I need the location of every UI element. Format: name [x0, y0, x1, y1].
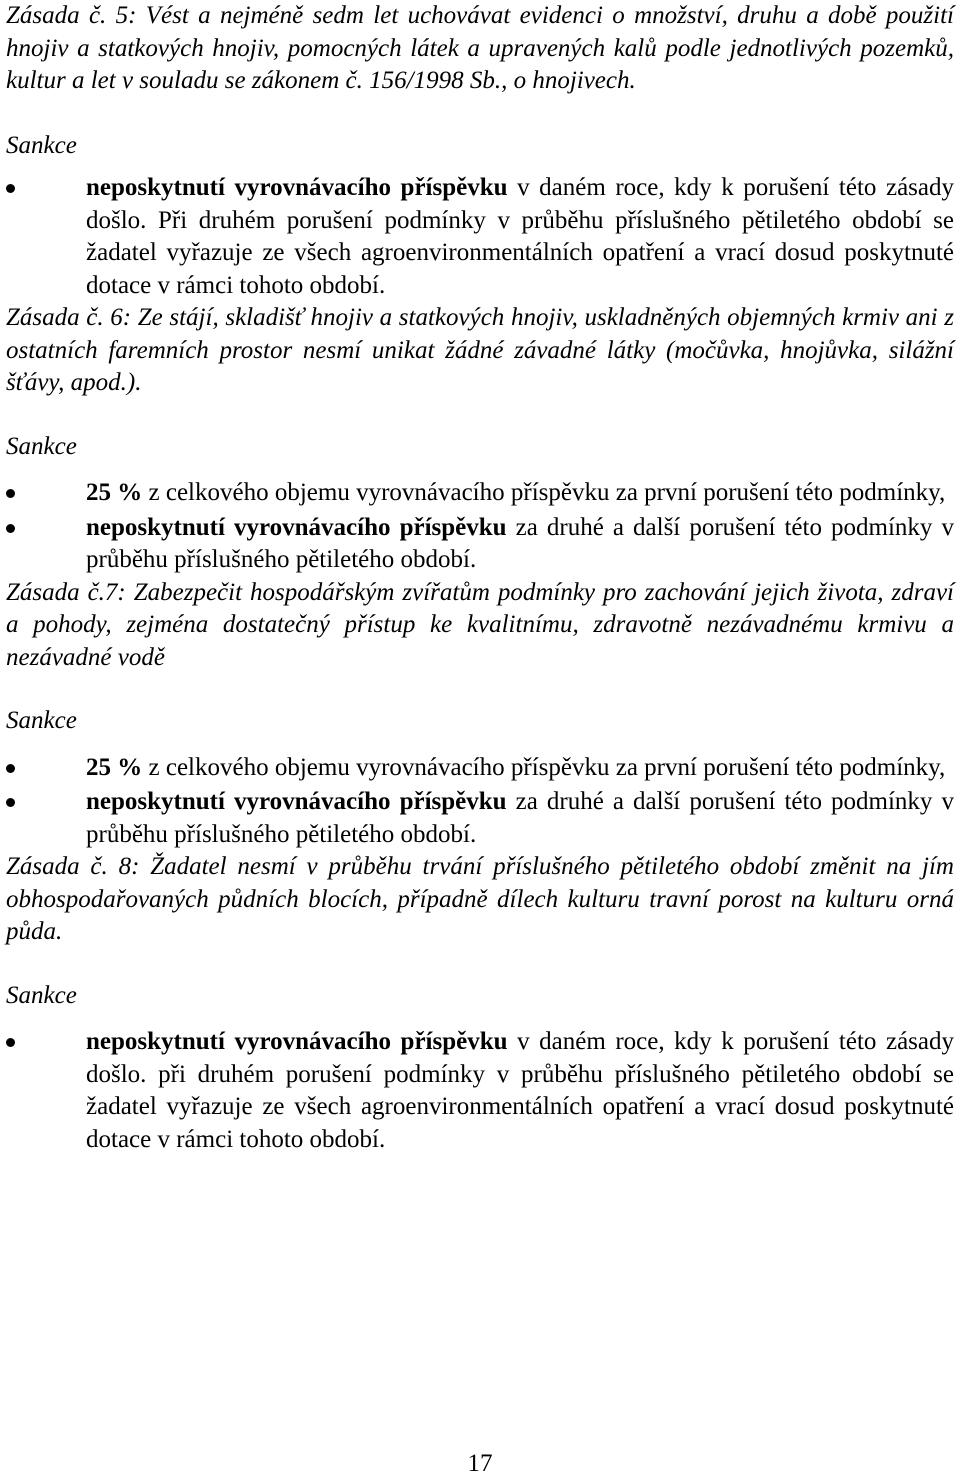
sankce-list-7 — [6, 752, 954, 852]
bullet-icon — [6, 1038, 15, 1047]
zasada-7-text: Zásada č.7: Zabezpečit hospodářským zvířatům podmínky pro zachování jejich života, zdraví a pohody, zejména dostatečný přístup ke kvalitnímu, zdravotně nezávadnému krmivu a nezávadné vodě — [6, 578, 954, 671]
page-number: 17 — [467, 1450, 493, 1477]
sankce-7-item-1 — [86, 752, 954, 785]
bullet-icon — [6, 184, 15, 193]
sankce-heading-6: Sankce — [6, 432, 77, 460]
zasada-6-text: Zásada č. 6: Ze stájí, skladišť hnojiv a statkových hnojiv, uskladněných objemných krmiv ani z ostatních faremních prostor nesmí unikat žádné závadné látky (močůvka, hnojůvka, silážní šťávy, apod.). — [6, 304, 954, 396]
bullet-icon — [6, 798, 15, 807]
sankce-list-5 — [6, 172, 954, 302]
sankce-6-item-1 — [86, 477, 954, 510]
sankce-heading-5: Sankce — [6, 131, 77, 159]
sankce-6-item-2-bold: neposkytnutí vyrovnávacího příspěvku — [86, 513, 507, 541]
sankce-7-item-1-bold: 25 % — [86, 753, 143, 781]
sankce-list-6 — [6, 477, 954, 577]
zasada-8-text: Zásada č. 8: Žadatel nesmí v průběhu trvání příslušného pětiletého období změnit na jím obhospodařovaných půdních blocích, případně dílech kulturu travní porost na kulturu orná půda. — [6, 853, 954, 945]
sankce-list-8 — [6, 1026, 954, 1156]
sankce-6-item-2-text: za druhé a další porušení této podmínky v průběhu příslušného pětiletého období. — [86, 513, 955, 573]
sankce-6-item-1-text: z celkového objemu vyrovnávacího příspěvku za první porušení této podmínky, — [142, 479, 946, 506]
sankce-7-item-2-bold: neposkytnutí vyrovnávacího příspěvku — [86, 788, 507, 815]
sankce-8-item-1-text: v daném roce, kdy k porušení této zásady došlo. při druhém porušení podmínky v průběhu příslušného pětiletého období se žadatel vyřazuje ze všech agroenvironmentálních opatření a vrací dosud poskytnuté dotace v rámci tohoto období. — [86, 1028, 954, 1153]
sankce-7-item-1-text: z celkového objemu vyrovnávacího příspěvku za první porušení této podmínky, — [142, 753, 946, 781]
sankce-7-item-2 — [86, 786, 954, 851]
sankce-8-item-1-bold: neposkytnutí vyrovnávacího příspěvku — [86, 1028, 508, 1055]
sankce-heading-7: Sankce — [6, 707, 77, 734]
sankce-8-item-1 — [86, 1026, 954, 1156]
bullet-icon — [6, 489, 15, 498]
sankce-6-item-1-bold: 25 % — [86, 479, 143, 506]
sankce-5-item-1-bold: neposkytnutí vyrovnávacího příspěvku — [86, 174, 508, 201]
sankce-6-item-2 — [86, 512, 954, 577]
sankce-7-item-2-text: za druhé a další porušení této podmínky v průběhu příslušného pětiletého období. — [86, 788, 955, 848]
sankce-5-item-1-text: v daném roce, kdy k porušení této zásady došlo. Při druhém porušení podmínky v průběhu příslušného pětiletého období se žadatel vyřazuje ze všech agroenvironmentálních opatření a vrací dosud poskytnuté dotace v rámci tohoto období. — [86, 174, 954, 299]
document-page — [6, 0, 954, 1156]
sankce-5-item-1 — [86, 172, 954, 302]
sankce-heading-8: Sankce — [6, 981, 77, 1009]
zasada-5-text: Zásada č. 5: Vést a nejméně sedm let uchovávat evidenci o množství, druhu a době použití hnojiv a statkových hnojiv, pomocných látek a upravených kalů podle jednotlivých pozemků, kultur a let v souladu se zákonem č. 156/1998 Sb., o hnojivech. — [6, 2, 954, 94]
bullet-icon — [6, 764, 15, 773]
bullet-icon — [6, 524, 15, 533]
